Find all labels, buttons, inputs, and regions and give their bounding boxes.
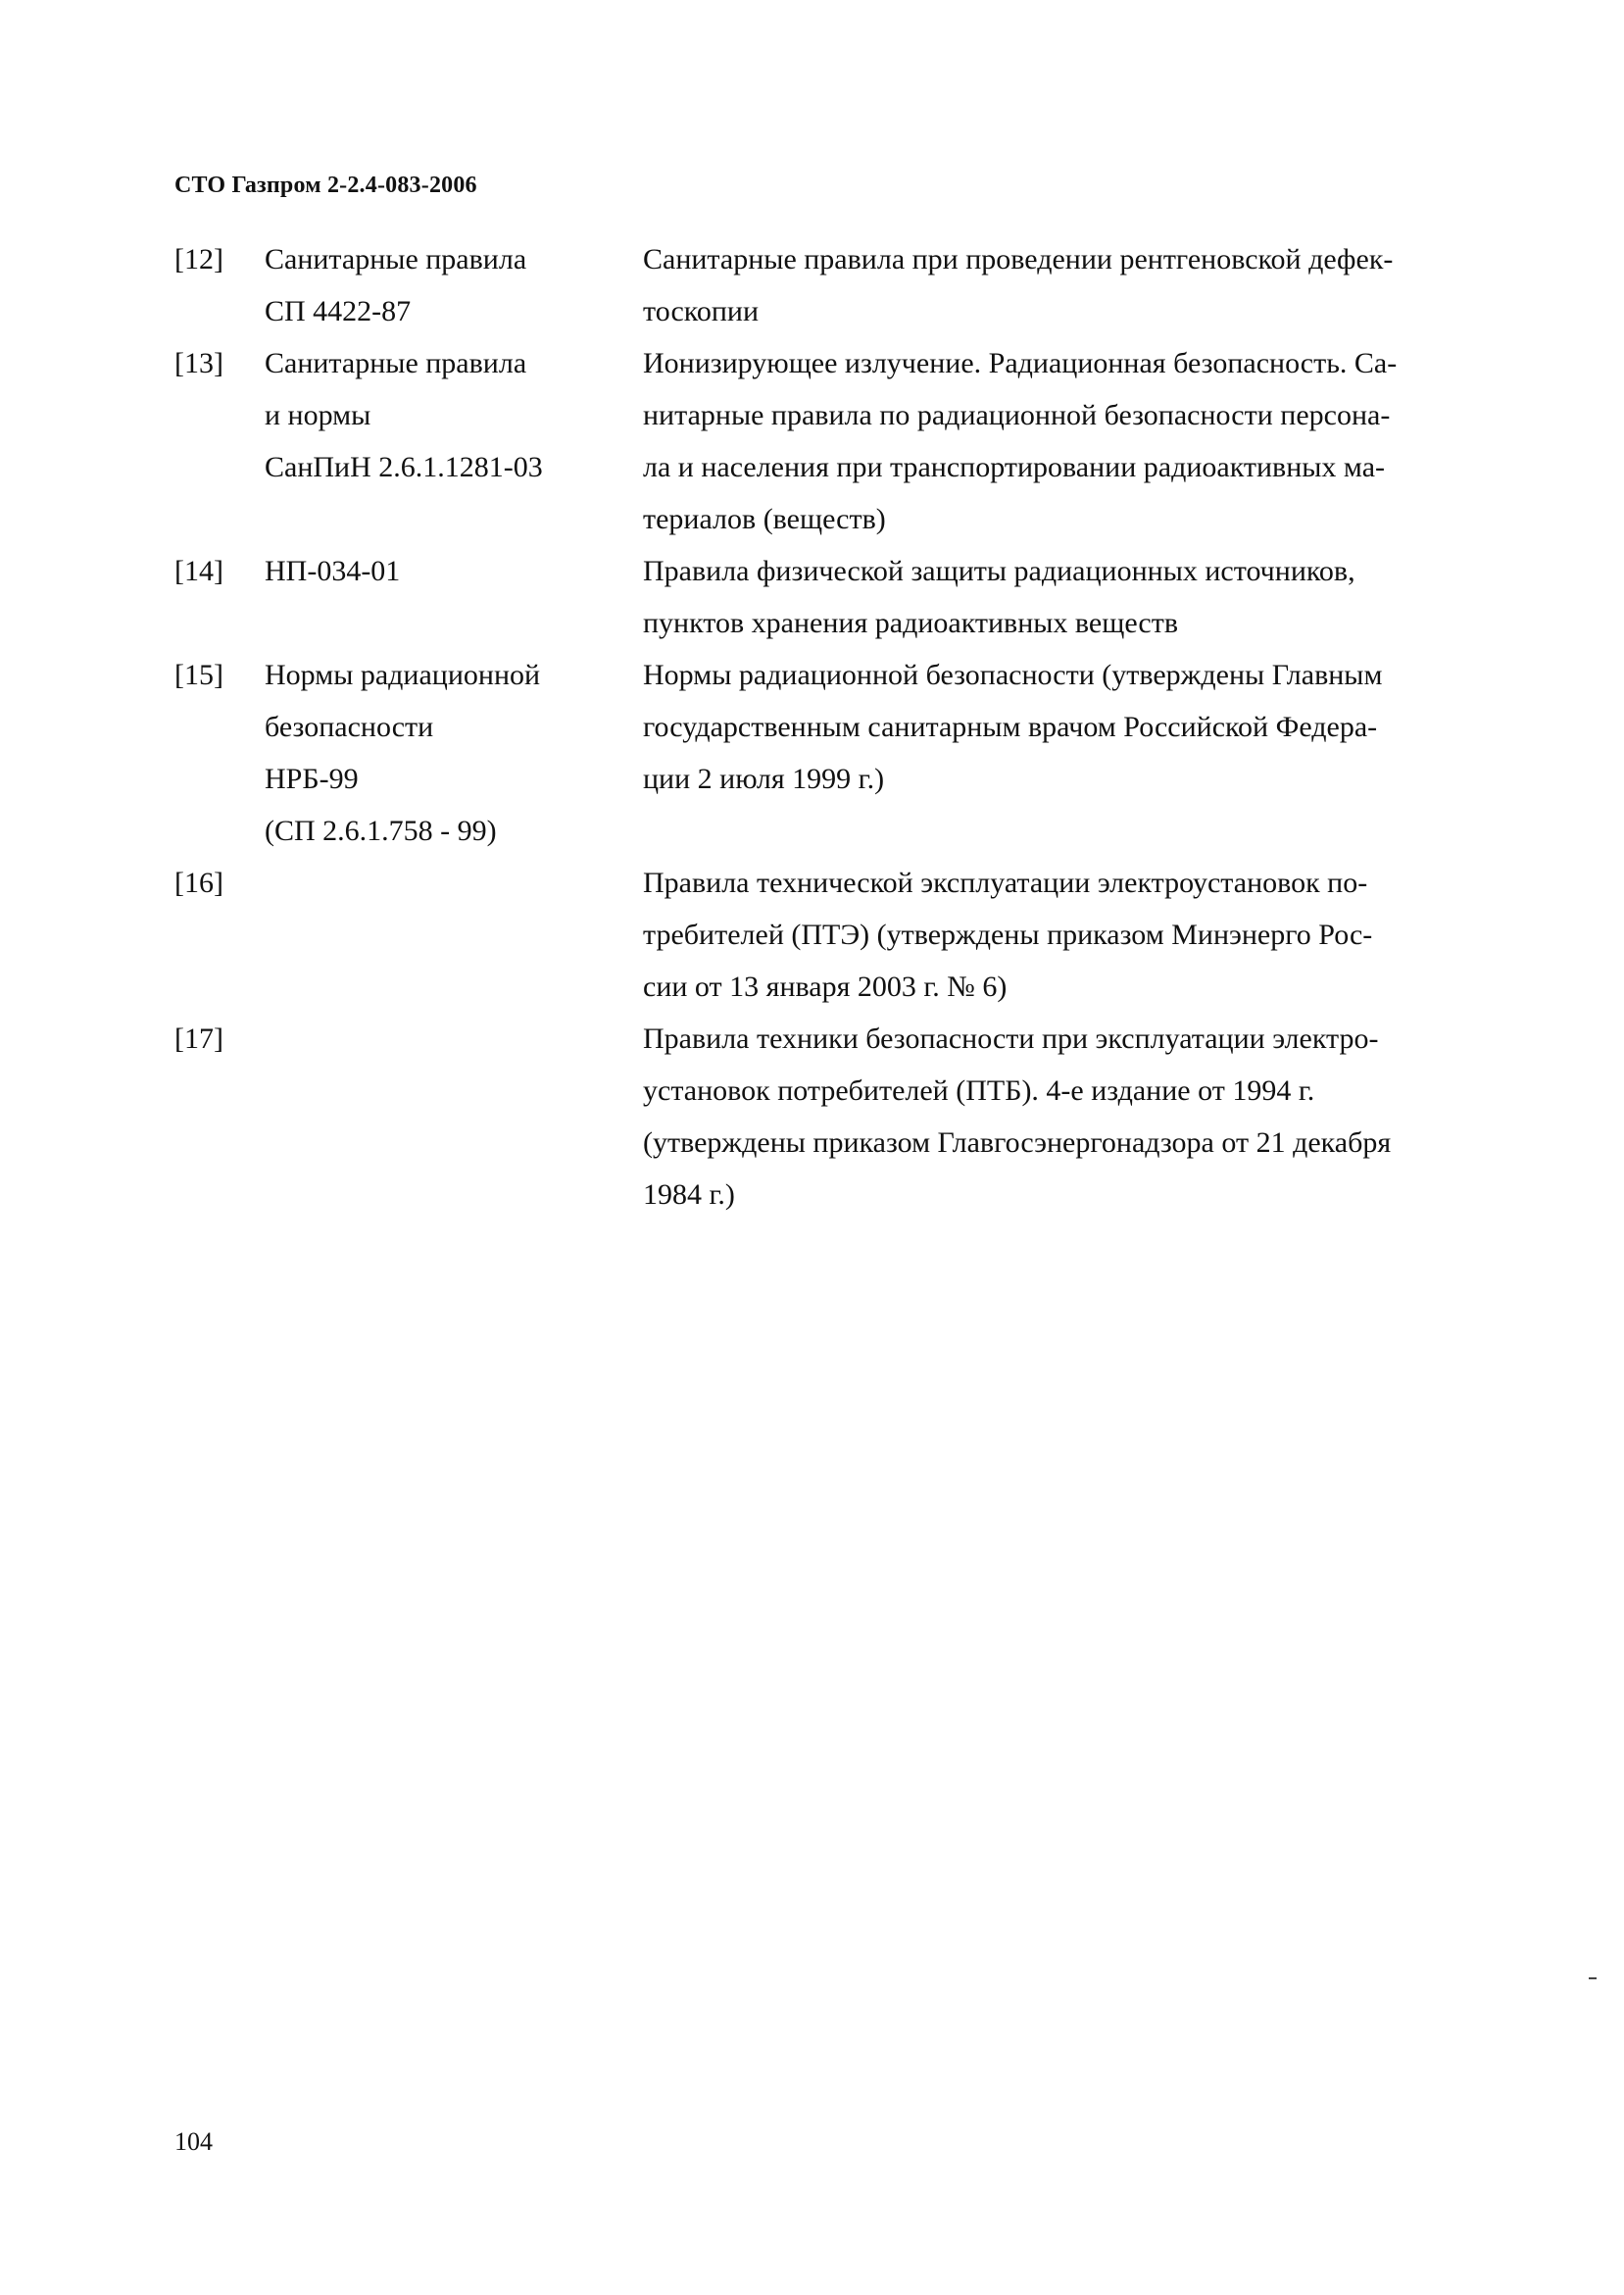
bibliography-entry xyxy=(174,233,1449,337)
page-number: 104 xyxy=(174,2127,213,2156)
reference-number: [13] xyxy=(174,347,223,379)
reference-document-id xyxy=(265,337,637,493)
bibliography-list xyxy=(174,233,1449,1221)
title-line: Правила технической эксплуатации электроустановок по- xyxy=(643,867,1368,899)
bibliography-entry xyxy=(174,1013,1449,1221)
page-header-standard-code: СТО Газпром 2-2.4-083-2006 xyxy=(174,173,477,198)
document-id-line: НП-034-01 xyxy=(265,555,401,587)
document-id-line: Санитарные правила xyxy=(265,243,527,275)
reference-title xyxy=(643,857,1437,1013)
document-id-line: Санитарные правила xyxy=(265,347,527,379)
reference-document-id xyxy=(265,545,637,597)
reference-title xyxy=(643,337,1437,545)
title-line: нитарные правила по радиационной безопасности персона- xyxy=(643,399,1391,431)
reference-document-id xyxy=(265,233,637,337)
document-id-line: (СП 2.6.1.758 - 99) xyxy=(265,815,497,847)
document-id-line: и нормы xyxy=(265,399,371,431)
reference-title xyxy=(643,649,1437,805)
document-id-line: безопасности xyxy=(265,711,434,743)
document-id-line: СП 4422-87 xyxy=(265,295,412,327)
reference-number: [14] xyxy=(174,555,223,587)
reference-number: [12] xyxy=(174,243,223,275)
title-line: сии от 13 января 2003 г. № 6) xyxy=(643,971,1008,1003)
bibliography-entry xyxy=(174,337,1449,545)
document-id-line: Нормы радиационной xyxy=(265,659,541,691)
reference-document-id xyxy=(265,649,637,857)
reference-title xyxy=(643,545,1437,649)
title-line: тоскопии xyxy=(643,295,759,327)
reference-number: [16] xyxy=(174,867,223,899)
title-line: 1984 г.) xyxy=(643,1178,735,1211)
document-id-line: НРБ-99 xyxy=(265,763,359,795)
document-id-line: СанПиН 2.6.1.1281-03 xyxy=(265,451,543,483)
title-line: Санитарные правила при проведении рентгеновской дефек- xyxy=(643,243,1394,275)
bibliography-entry xyxy=(174,649,1449,857)
reference-title xyxy=(643,233,1437,337)
reference-title xyxy=(643,1013,1437,1221)
reference-number: [15] xyxy=(174,659,223,691)
title-line: Ионизирующее излучение. Радиационная безопасность. Са- xyxy=(643,347,1398,379)
title-line: требителей (ПТЭ) (утверждены приказом Минэнерго Рос- xyxy=(643,919,1373,951)
title-line: ции 2 июля 1999 г.) xyxy=(643,763,885,795)
bibliography-entry xyxy=(174,545,1449,649)
title-line: Правила техники безопасности при эксплуатации электро- xyxy=(643,1023,1379,1055)
title-line: государственным санитарным врачом Российской Федера- xyxy=(643,711,1378,743)
scan-speck xyxy=(1589,1977,1597,1979)
title-line: Нормы радиационной безопасности (утверждены Главным xyxy=(643,659,1383,691)
title-line: териалов (веществ) xyxy=(643,503,886,535)
title-line: (утверждены приказом Главгосэнергонадзора от 21 декабря xyxy=(643,1126,1392,1159)
bibliography-entry xyxy=(174,857,1449,1013)
title-line: пунктов хранения радиоактивных веществ xyxy=(643,607,1178,639)
title-line: ла и населения при транспортировании радиоактивных ма- xyxy=(643,451,1386,483)
reference-number: [17] xyxy=(174,1023,223,1055)
title-line: Правила физической защиты радиационных источников, xyxy=(643,555,1355,587)
title-line: установок потребителей (ПТБ). 4-е издание от 1994 г. xyxy=(643,1074,1315,1107)
